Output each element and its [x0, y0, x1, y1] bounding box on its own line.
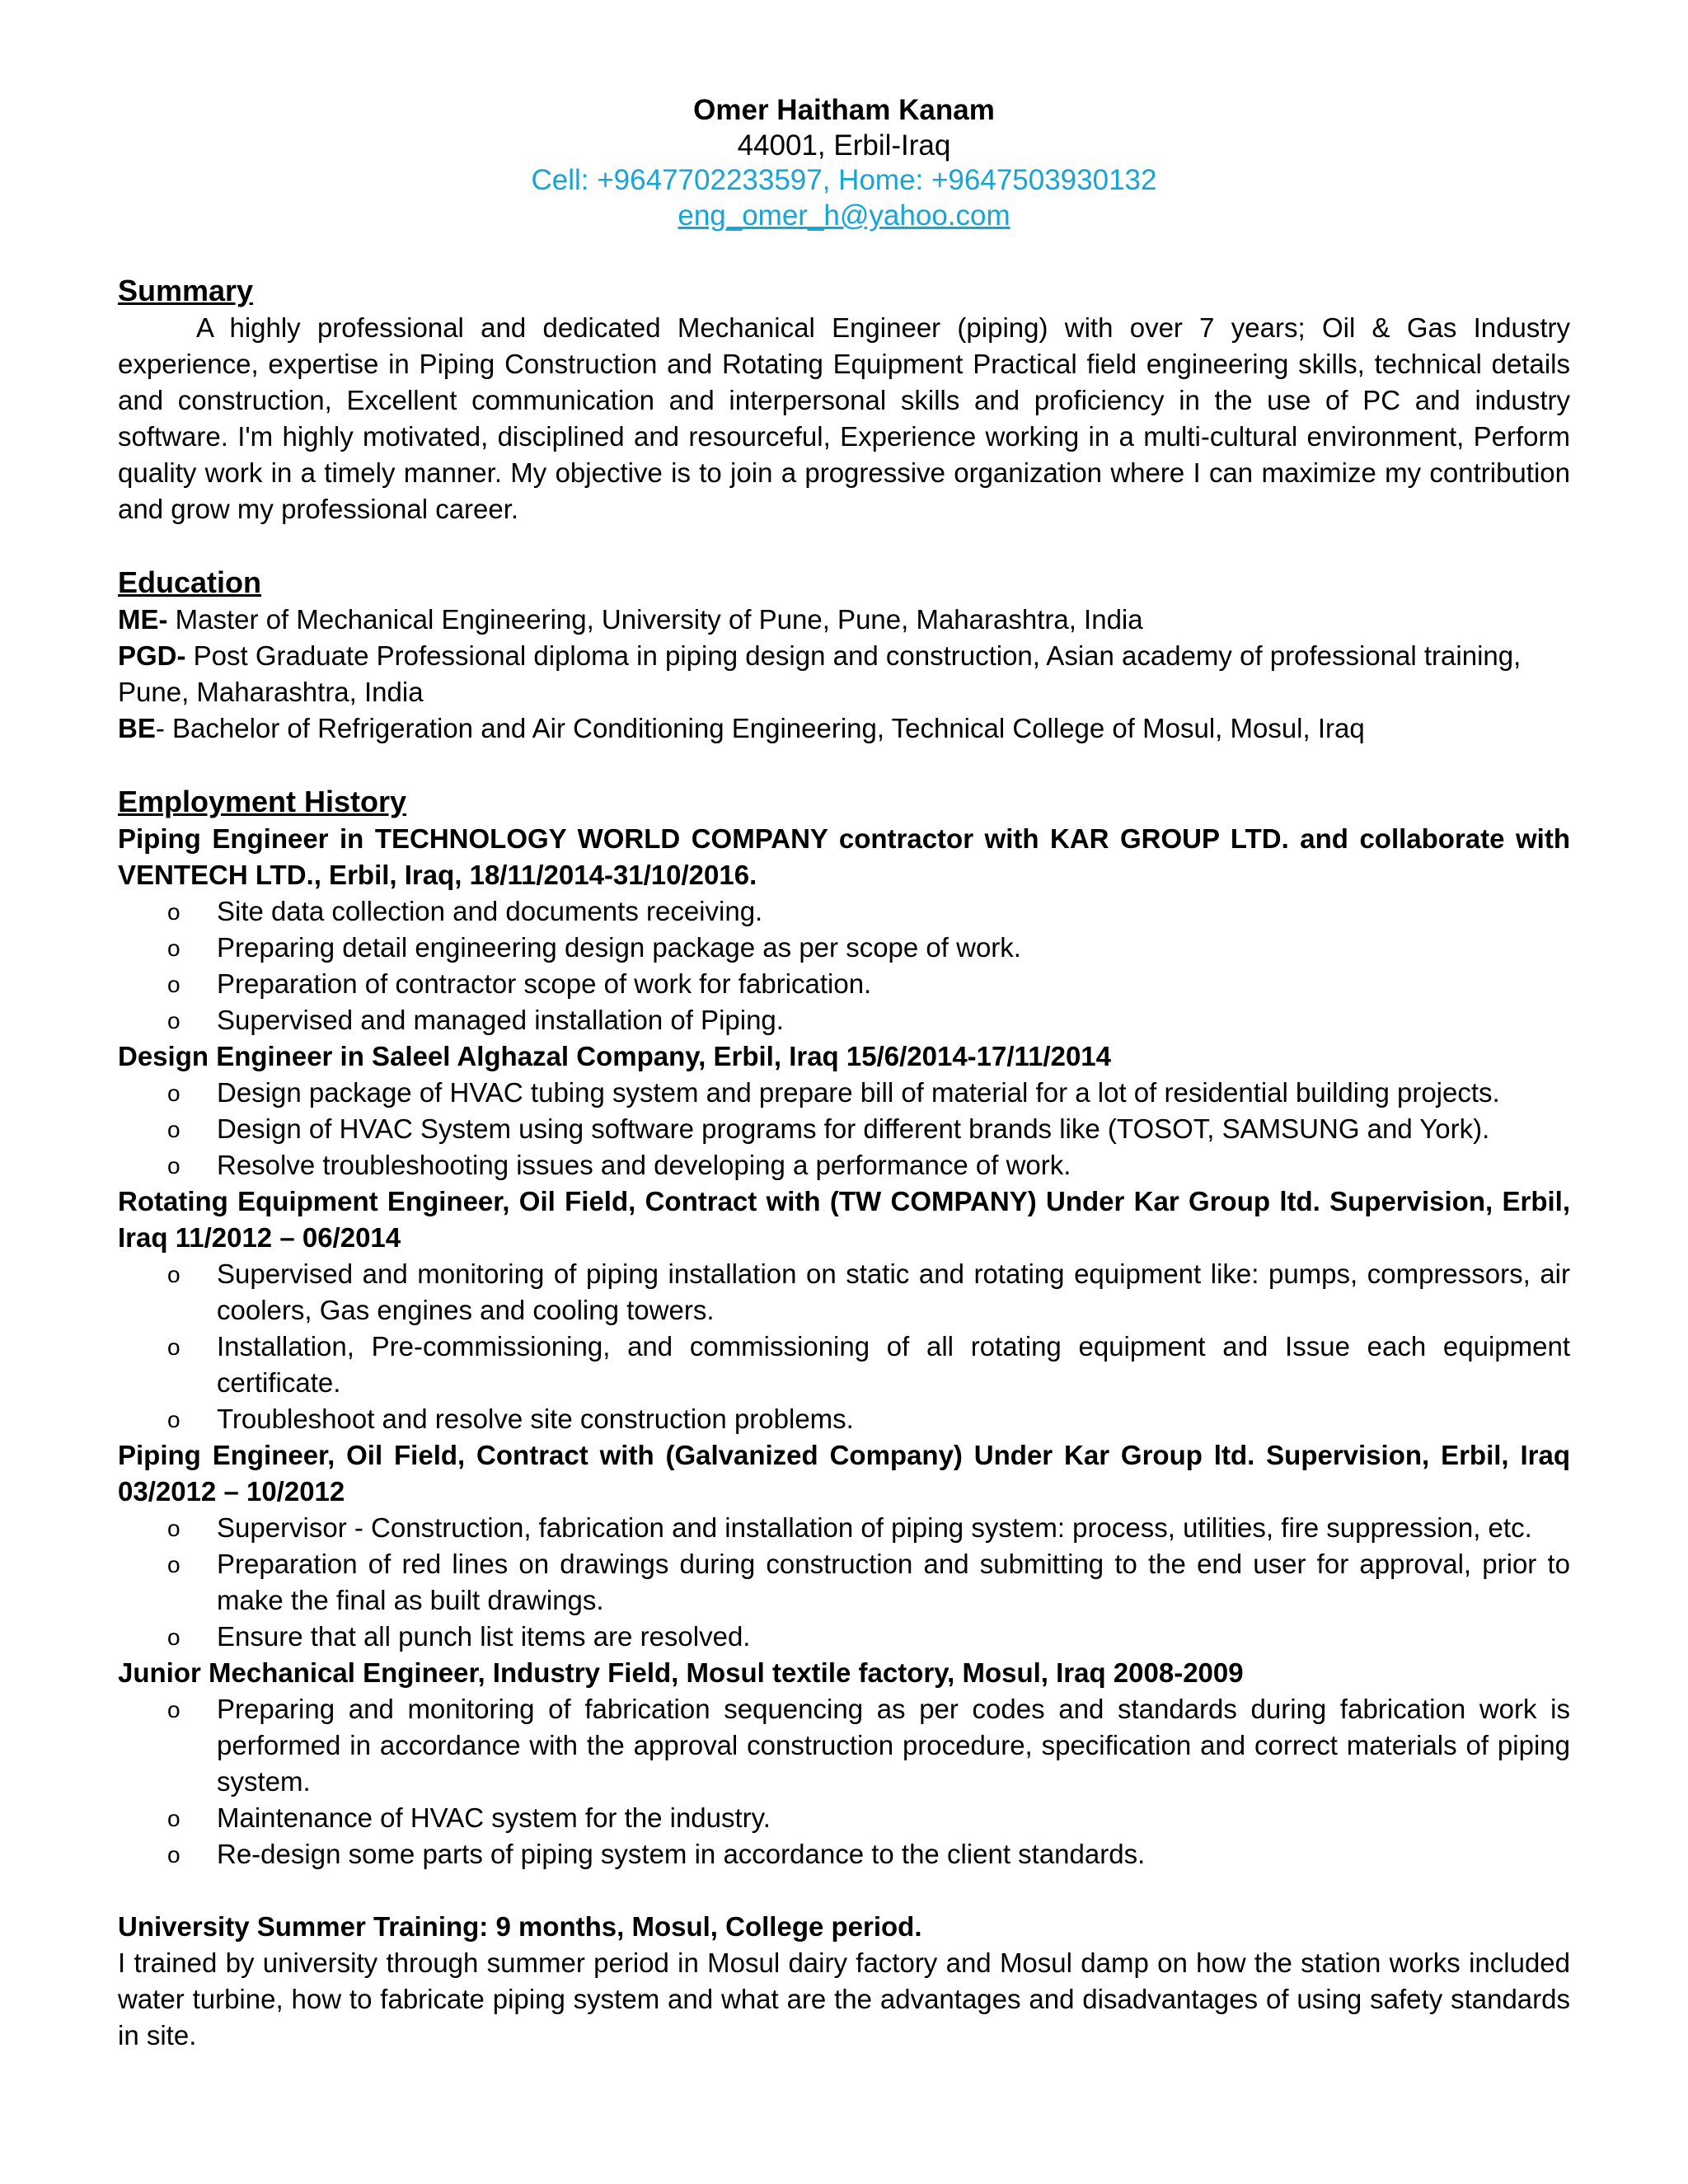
duty-item: [118, 1256, 1570, 1329]
degree-text: Master of Mechanical Engineering, University of Pune, Pune, Maharashtra, India: [167, 604, 1143, 635]
duty-text: Preparation of contractor scope of work for fabrication.: [217, 968, 872, 999]
bullet-icon: o: [167, 1008, 181, 1033]
job-duties: [118, 1691, 1570, 1872]
contact-header: [118, 92, 1570, 234]
duty-text: Ensure that all punch list items are resolved.: [217, 1621, 751, 1652]
duty-item: [118, 1075, 1570, 1111]
summary-section: [118, 272, 1570, 527]
duty-text: Supervised and monitoring of piping installation on static and rotating equipment like: pumps, compressors, air coolers, Gas engines and cooling towers.: [217, 1258, 1570, 1325]
bullet-icon: o: [167, 1624, 181, 1650]
education-item: [118, 638, 1570, 710]
resume-content: [118, 92, 1570, 2054]
duty-item: [118, 1329, 1570, 1401]
degree-label: PGD-: [118, 640, 186, 671]
summary-heading: Summary: [118, 274, 254, 307]
degree-label: BE: [118, 713, 156, 743]
bullet-icon: o: [167, 1842, 181, 1868]
bullet-icon: o: [167, 899, 181, 925]
education-item: [118, 710, 1570, 747]
candidate-email-link[interactable]: eng_omer_h@yahoo.com: [678, 199, 1010, 232]
job-duties: [118, 893, 1570, 1038]
duty-text: Design package of HVAC tubing system and prepare bill of material for a lot of residential building projects.: [217, 1077, 1500, 1108]
job-duties: [118, 1510, 1570, 1655]
bullet-icon: o: [167, 1806, 181, 1831]
duty-text: Supervised and managed installation of Piping.: [217, 1005, 784, 1035]
duty-text: Site data collection and documents receiving.: [217, 896, 763, 926]
duty-text: Troubleshoot and resolve site construction problems.: [217, 1404, 854, 1434]
candidate-name: Omer Haitham Kanam: [693, 94, 995, 126]
bullet-icon: o: [167, 1117, 181, 1142]
bullet-icon: o: [167, 1552, 181, 1577]
duty-text: Design of HVAC System using software programs for different brands like (TOSOT, SAMSUNG and York).: [217, 1113, 1490, 1144]
candidate-phones: Cell: +9647702233597, Home: +9647503930132: [531, 164, 1157, 196]
duty-item: [118, 1111, 1570, 1147]
job-title: Junior Mechanical Engineer, Industry Field, Mosul textile factory, Mosul, Iraq 2008-2009: [118, 1657, 1244, 1688]
duty-item: [118, 1619, 1570, 1655]
bullet-icon: o: [167, 1334, 181, 1360]
job-title: Rotating Equipment Engineer, Oil Field, Contract with (TW COMPANY) Under Kar Group ltd. Supervision, Erbil, Iraq 11/2012 – 06/2014: [118, 1186, 1570, 1253]
degree-text: - Bachelor of Refrigeration and Air Conditioning Engineering, Technical College of Mosul, Mosul, Iraq: [155, 713, 1365, 743]
duty-item: [118, 966, 1570, 1002]
duty-item: [118, 1691, 1570, 1800]
bullet-icon: o: [167, 1407, 181, 1432]
employment-heading: Employment History: [118, 785, 407, 818]
duty-item: [118, 1800, 1570, 1836]
job-duties: [118, 1075, 1570, 1183]
duty-item: [118, 1546, 1570, 1619]
duty-text: Resolve troubleshooting issues and developing a performance of work.: [217, 1150, 1071, 1180]
duty-item: [118, 930, 1570, 966]
bullet-icon: o: [167, 1516, 181, 1541]
training-section: [118, 1909, 1570, 2054]
job-title: Piping Engineer in TECHNOLOGY WORLD COMPANY contractor with KAR GROUP LTD. and collaborate with VENTECH LTD., Erbil, Iraq, 18/11/2014-31/10/2016.: [118, 823, 1570, 890]
duty-text: Preparation of red lines on drawings during construction and submitting to the end user for approval, prior to make the final as built drawings.: [217, 1549, 1570, 1615]
duty-item: [118, 1836, 1570, 1872]
duty-item: [118, 1147, 1570, 1183]
degree-text: Post Graduate Professional diploma in piping design and construction, Asian academy of professional training, Pune, Maharashtra, India: [118, 640, 1522, 707]
candidate-address: 44001, Erbil-Iraq: [737, 129, 951, 162]
education-section: [118, 564, 1570, 747]
duty-text: Installation, Pre-commissioning, and commissioning of all rotating equipment and Issue each equipment certificate.: [217, 1331, 1570, 1398]
duty-item: [118, 893, 1570, 930]
degree-label: ME-: [118, 604, 168, 635]
summary-text: A highly professional and dedicated Mechanical Engineer (piping) with over 7 years; Oil & Gas Industry experience, expertise in Piping Construction and Rotating Equipment Practical field engineering skills, technical details and construction, Excellent communication and interpersonal skills and proficiency in the use of PC and industry software. I'm highly motivated, disciplined and resourceful, Experience working in a multi-cultural environment, Perform quality work in a timely manner. My objective is to join a progressive organization where I can maximize my contribution and grow my professional career.: [118, 312, 1570, 524]
duty-text: Maintenance of HVAC system for the industry.: [217, 1802, 771, 1833]
job-title: Design Engineer in Saleel Alghazal Company, Erbil, Iraq 15/6/2014-17/11/2014: [118, 1041, 1112, 1071]
education-heading: Education: [118, 565, 262, 599]
job-title: Piping Engineer, Oil Field, Contract with (Galvanized Company) Under Kar Group ltd. Supervision, Erbil, Iraq 03/2012 – 10/2012: [118, 1440, 1570, 1507]
bullet-icon: o: [167, 935, 181, 961]
duty-item: [118, 1510, 1570, 1546]
training-text: I trained by university through summer period in Mosul dairy factory and Mosul damp on how the station works included water turbine, how to fabricate piping system and what are the advantages and disadvantages of using safety standards in site.: [118, 1947, 1570, 2050]
duty-item: [118, 1401, 1570, 1437]
bullet-icon: o: [167, 1262, 181, 1287]
duty-text: Preparing detail engineering design package as per scope of work.: [217, 932, 1021, 963]
employment-section: [118, 783, 1570, 1872]
job-duties: [118, 1256, 1570, 1437]
bullet-icon: o: [167, 1697, 181, 1722]
bullet-icon: o: [167, 972, 181, 997]
bullet-icon: o: [167, 1080, 181, 1106]
duty-item: [118, 1002, 1570, 1038]
training-heading: University Summer Training: 9 months, Mosul, College period.: [118, 1911, 922, 1942]
bullet-icon: o: [167, 1153, 181, 1179]
duty-text: Preparing and monitoring of fabrication sequencing as per codes and standards during fabrication work is performed in accordance with the approval construction procedure, specification and correct materials of piping system.: [217, 1694, 1570, 1797]
duty-text: Supervisor - Construction, fabrication and installation of piping system: process, utilities, fire suppression, etc.: [217, 1512, 1532, 1543]
duty-text: Re-design some parts of piping system in accordance to the client standards.: [217, 1839, 1146, 1869]
education-item: [118, 602, 1570, 638]
